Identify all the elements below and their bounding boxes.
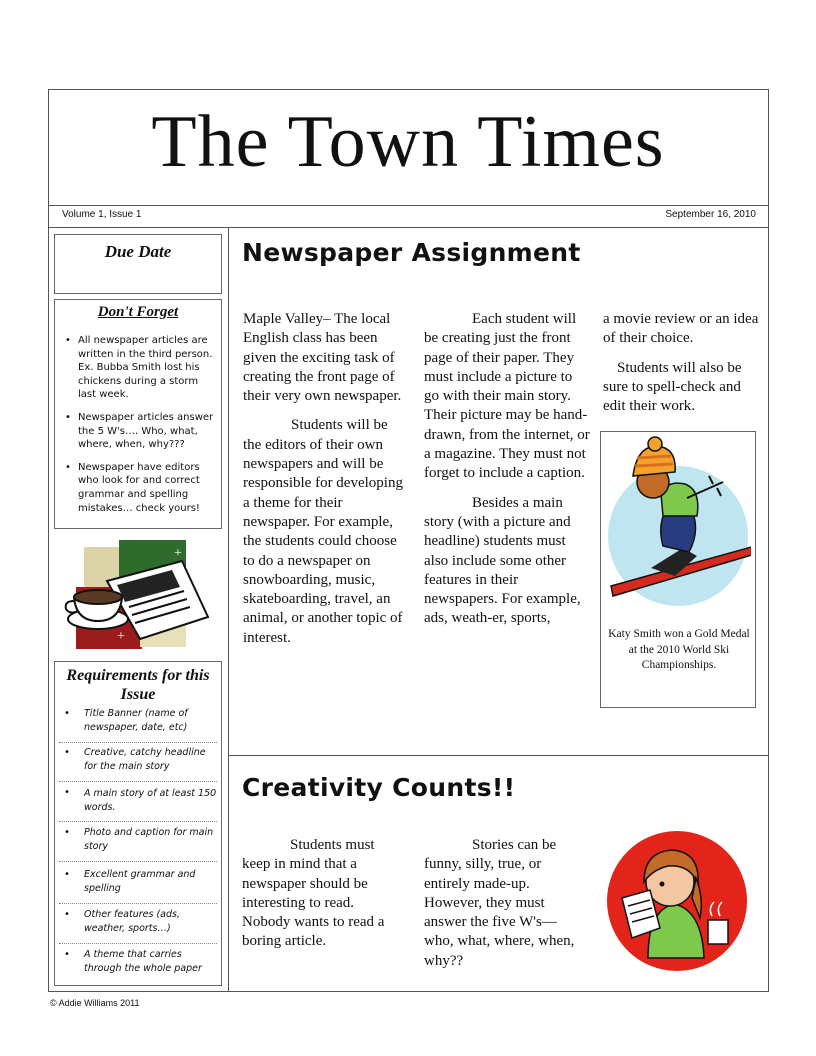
coffee-cup-icon bbox=[66, 590, 128, 629]
article1-column1 bbox=[243, 310, 408, 658]
article1-column3 bbox=[603, 310, 763, 426]
due-date-title: Due Date bbox=[104, 242, 172, 261]
requirements-box bbox=[54, 661, 222, 986]
skier-photo-box bbox=[600, 431, 756, 708]
article1-col1-paragraph: Maple Valley– The local English class has been given the exciting task of creating the front page of their very own newspaper. bbox=[243, 311, 402, 405]
sidebar-divider bbox=[228, 227, 229, 991]
article2-headline: Creativity Counts!! bbox=[242, 773, 516, 802]
frame-right-border bbox=[768, 89, 769, 992]
volume-issue: Volume 1, Issue 1 bbox=[62, 209, 142, 220]
requirements-list bbox=[59, 662, 217, 987]
article2-col1-paragraph: Students must keep in mind that a newspaper should be interesting to read. Nobody wants to read a boring article. bbox=[242, 837, 385, 950]
copyright-footer: © Addie Williams 2011 bbox=[50, 998, 140, 1008]
article1-headline: Newspaper Assignment bbox=[242, 238, 581, 267]
issue-date: September 16, 2010 bbox=[665, 209, 756, 220]
requirements-item: • Title Banner (name of newspaper, date, etc) bbox=[59, 706, 217, 743]
reader-clipart bbox=[604, 828, 750, 974]
frame-bottom-border bbox=[48, 991, 768, 992]
article1-column2 bbox=[424, 310, 590, 639]
skier-image bbox=[605, 436, 751, 616]
masthead-title: The Town Times bbox=[151, 101, 665, 183]
dont-forget-title: Don't Forget bbox=[97, 304, 179, 320]
requirements-item: • Creative, catchy headline for the main story bbox=[59, 745, 217, 782]
requirements-item: • Photo and caption for main story bbox=[59, 825, 217, 862]
article1-col2-paragraph: Besides a main story (with a picture and headline) students must also include some other features in their newspapers. For example, ads, weath-er, sports, bbox=[424, 494, 581, 627]
due-date-box bbox=[54, 234, 222, 294]
requirements-item: • A main story of at least 150 words. bbox=[59, 785, 217, 822]
sparkle-icon: + bbox=[117, 629, 125, 644]
article1-col1-paragraph: Students will be the editors of their own newspapers and will be responsible for developing a theme for their newspaper. For example, the students could choose to do a newspaper on snowboarding, music, skateboarding, travel, an animal, or another topic of interest. bbox=[243, 417, 403, 646]
issue-bar-divider bbox=[48, 227, 768, 228]
requirements-item: • Excellent grammar and spelling bbox=[59, 867, 217, 904]
dont-forget-list bbox=[62, 334, 215, 515]
article2-col2-paragraph: Stories can be funny, silly, true, or entirely made-up. However, they must answer the five W's—who, what, where, when, why?? bbox=[424, 837, 575, 969]
skier-caption: Katy Smith won a Gold Medal at the 2010 World Ski Championships. bbox=[608, 628, 750, 671]
article-divider bbox=[228, 755, 768, 756]
dont-forget-item: • Newspaper articles answer the 5 W's…. Who, what, where, when, why??? bbox=[62, 411, 215, 452]
coffee-newspaper-clipart bbox=[62, 535, 212, 655]
requirements-item: • Other features (ads, weather, sports…) bbox=[59, 907, 217, 944]
frame-top-border bbox=[48, 89, 768, 90]
article1-col3-paragraph: a movie review or an idea of their choice. bbox=[603, 311, 759, 347]
frame-left-border bbox=[48, 89, 49, 992]
article2-column2 bbox=[424, 836, 582, 981]
dont-forget-item: • All newspaper articles are written in the third person. Ex. Bubba Smith lost his chickens during a storm last week. bbox=[62, 334, 215, 402]
requirements-title: Requirements for this Issue bbox=[66, 667, 210, 703]
dont-forget-item: • Newspaper have editors who look for and correct grammar and spelling mistakes… check yours! bbox=[62, 461, 215, 515]
masthead-divider bbox=[48, 205, 768, 206]
sparkle-icon: + bbox=[174, 546, 182, 561]
article1-col3-paragraph: Students will also be sure to spell-check and edit their work. bbox=[603, 359, 742, 415]
article1-col2-paragraph: Each student will be creating just the front page of their paper. They must include a picture to go with their main story. Their picture may be hand-drawn, from the internet, or a magazine. They must not forget to include a caption. bbox=[424, 311, 590, 482]
requirements-item: • A theme that carries through the whole paper bbox=[59, 947, 217, 983]
dont-forget-box bbox=[54, 299, 222, 529]
article2-column1 bbox=[242, 836, 402, 962]
